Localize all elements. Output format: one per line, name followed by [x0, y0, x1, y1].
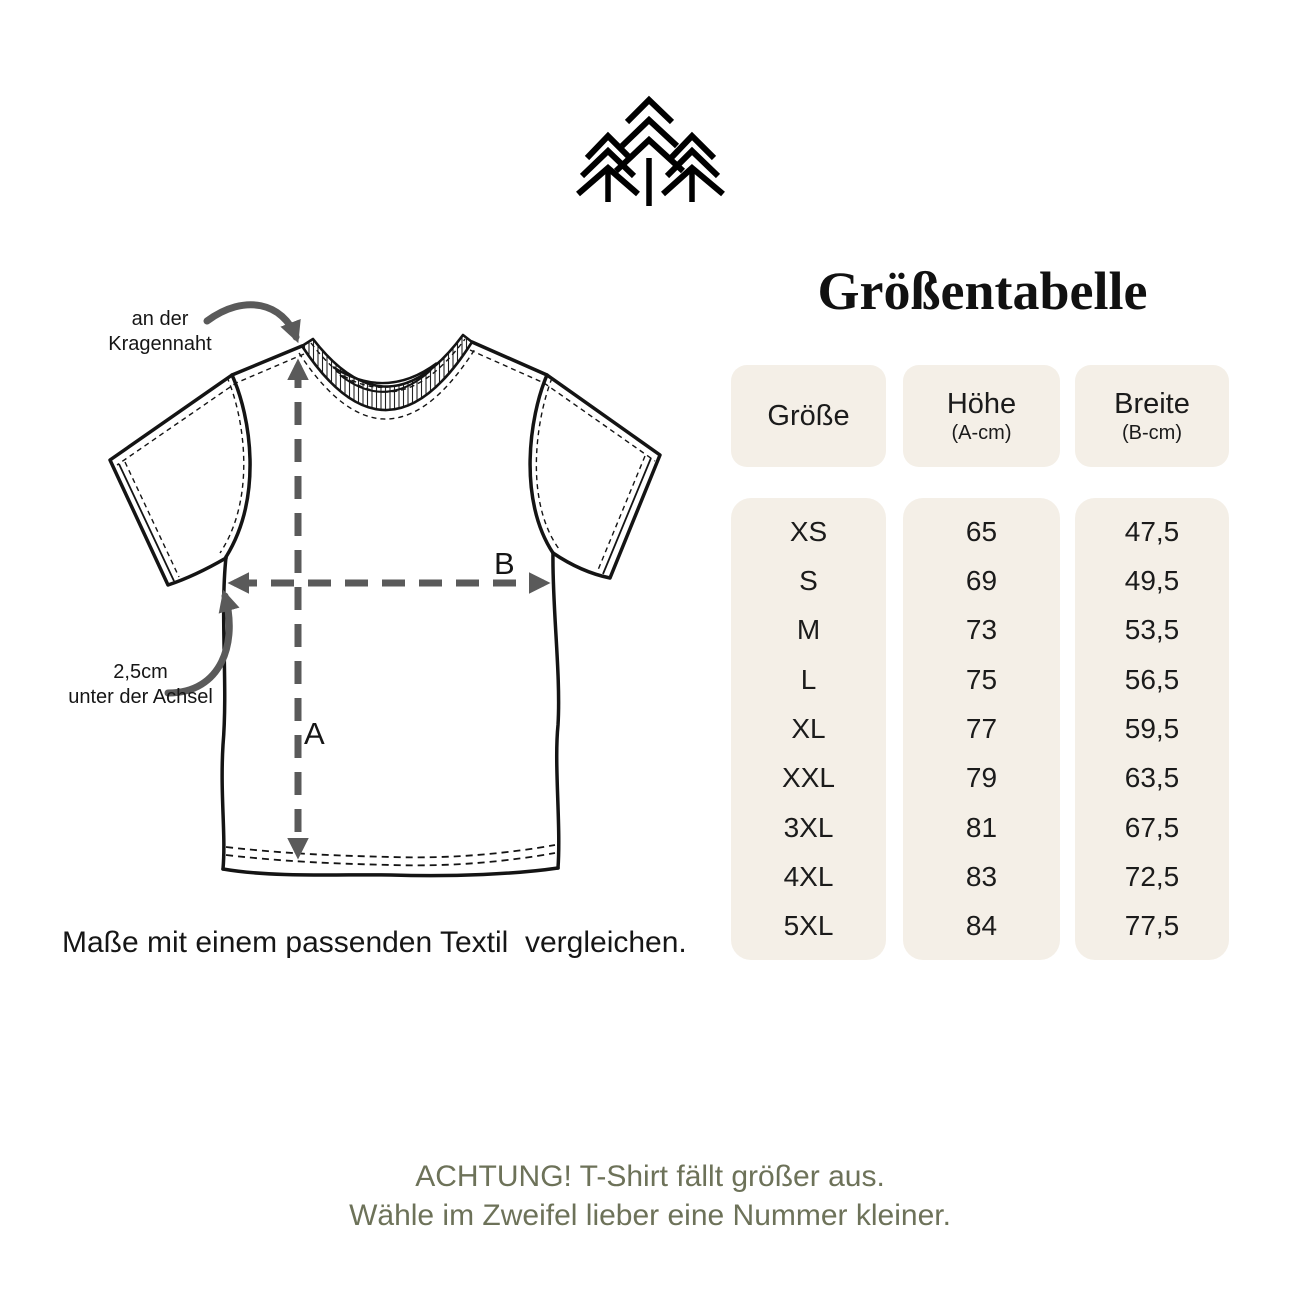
armpit-annotation-label [58, 660, 223, 710]
table-cell: 67,5 [1124, 811, 1180, 843]
table-cell: XXL [782, 762, 835, 794]
table-cell: 77 [965, 712, 998, 744]
table-cell: 83 [965, 860, 998, 892]
table-column-breite [1075, 498, 1229, 960]
table-column-sizes [731, 498, 886, 960]
warning-line2: Wähle im Zweifel lieber eine Nummer kleiner. [349, 1199, 951, 1232]
table-cell: 47,5 [1124, 515, 1180, 547]
table-cell: 73 [965, 614, 998, 646]
table-header-breite [1075, 365, 1229, 467]
measure-a-label: A [304, 716, 325, 751]
brand-logo-trees-icon [570, 78, 735, 218]
table-cell: 79 [965, 762, 998, 794]
tshirt-measurement-diagram [55, 295, 715, 925]
table-cell: XL [791, 712, 826, 744]
table-cell: 5XL [783, 910, 834, 942]
table-cell: XS [789, 515, 828, 547]
header-label: Größe [767, 399, 850, 432]
table-cell: 84 [965, 910, 998, 942]
collar-annotation-line2: Kragennaht [108, 333, 212, 355]
table-cell: 59,5 [1124, 712, 1180, 744]
table-cell: S [799, 564, 818, 596]
table-cell: M [796, 614, 821, 646]
tshirt-outline [110, 342, 660, 876]
table-cell: L [800, 663, 817, 695]
warning-text [0, 1157, 1300, 1235]
table-cell: 81 [965, 811, 998, 843]
table-cell: 77,5 [1124, 910, 1180, 942]
table-cell: 72,5 [1124, 860, 1180, 892]
table-cell: 4XL [783, 860, 834, 892]
table-header-hoehe [903, 365, 1060, 467]
armpit-annotation-line1: 2,5cm [113, 661, 168, 683]
table-cell: 63,5 [1124, 762, 1180, 794]
header-sublabel: (B-cm) [1122, 421, 1182, 444]
page-title: Größentabelle [817, 261, 1148, 321]
table-cell: 56,5 [1124, 663, 1180, 695]
measure-note: Maße mit einem passenden Textil vergleichen. [62, 926, 687, 959]
table-cell: 49,5 [1124, 564, 1180, 596]
measure-b-label: B [494, 546, 515, 581]
armpit-annotation-line2: unter der Achsel [68, 686, 213, 708]
collar-annotation-label [90, 307, 230, 357]
table-header-groesse [731, 365, 886, 467]
table-cell: 53,5 [1124, 614, 1180, 646]
header-label: Breite [1114, 387, 1190, 420]
collar-annotation-line1: an der [131, 308, 189, 330]
table-cell: 69 [965, 564, 998, 596]
table-column-hoehe [903, 498, 1060, 960]
table-cell: 75 [965, 663, 998, 695]
collar-band [299, 335, 475, 419]
warning-line1: ACHTUNG! T-Shirt fällt größer aus. [415, 1160, 885, 1193]
header-label: Höhe [946, 387, 1017, 420]
header-sublabel: (A-cm) [951, 421, 1012, 444]
table-cell: 65 [965, 515, 998, 547]
table-cell: 3XL [783, 811, 834, 843]
